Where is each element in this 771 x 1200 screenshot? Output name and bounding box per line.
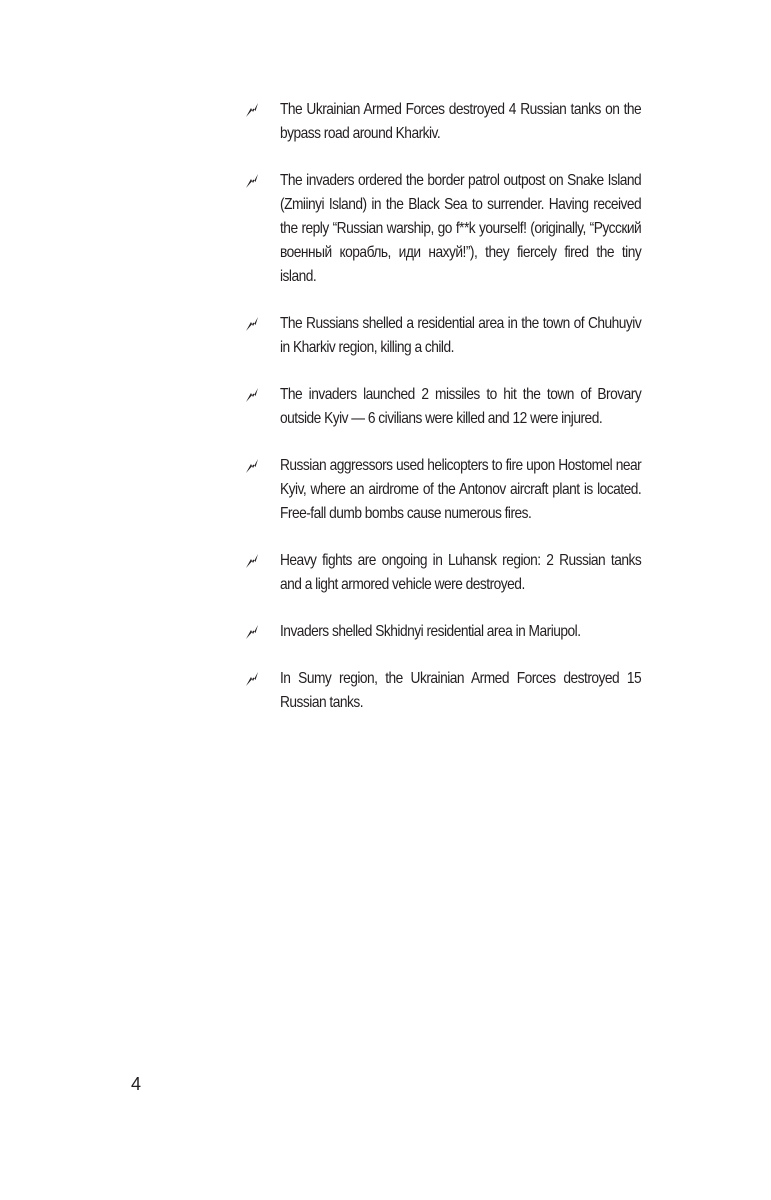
list-item: [244, 667, 700, 715]
list-item: [244, 620, 700, 644]
event-list: [244, 98, 700, 738]
list-item: [244, 98, 700, 146]
list-item: [244, 383, 700, 431]
list-item-text: The invaders ordered the border patrol outpost on Snake Island (Zmiinyi Island) in the Black Sea to surrender. Having received the reply “Russian warship, go f**k yourself! (originally, “Русский военный корабль, иди нахуй!”), they fiercely fired the tiny island.: [280, 172, 642, 285]
list-item-text: The invaders launched 2 missiles to hit the town of Brovary outside Kyiv — 6 civilians were killed and 12 were injured.: [280, 386, 642, 427]
list-item-text: The Russians shelled a residential area in the town of Chuhuyiv in Kharkiv region, killing a child.: [280, 315, 642, 356]
list-item-text: Heavy fights are ongoing in Luhansk region: 2 Russian tanks and a light armored vehicle were destroyed.: [280, 552, 642, 593]
lightning-bolt-icon: [244, 667, 280, 691]
lightning-bolt-icon: [244, 454, 280, 478]
list-item: [244, 549, 700, 597]
lightning-bolt-icon: [244, 620, 280, 644]
lightning-bolt-icon: [244, 383, 280, 407]
list-item: [244, 312, 700, 360]
lightning-bolt-icon: [244, 98, 280, 122]
list-item-text: In Sumy region, the Ukrainian Armed Forces destroyed 15 Russian tanks.: [280, 670, 642, 711]
list-item-text: Russian aggressors used helicopters to fire upon Hostomel near Kyiv, where an airdrome of the Antonov aircraft plant is located. Free-fall dumb bombs cause numerous fires.: [280, 457, 642, 522]
list-item-text: Invaders shelled Skhidnyi residential area in Mariupol.: [280, 623, 581, 640]
lightning-bolt-icon: [244, 169, 280, 193]
list-item: [244, 169, 700, 289]
lightning-bolt-icon: [244, 549, 280, 573]
lightning-bolt-icon: [244, 312, 280, 336]
page-number: 4: [131, 1074, 142, 1094]
list-item: [244, 454, 700, 526]
list-item-text: The Ukrainian Armed Forces destroyed 4 Russian tanks on the bypass road around Kharkiv.: [280, 101, 642, 142]
